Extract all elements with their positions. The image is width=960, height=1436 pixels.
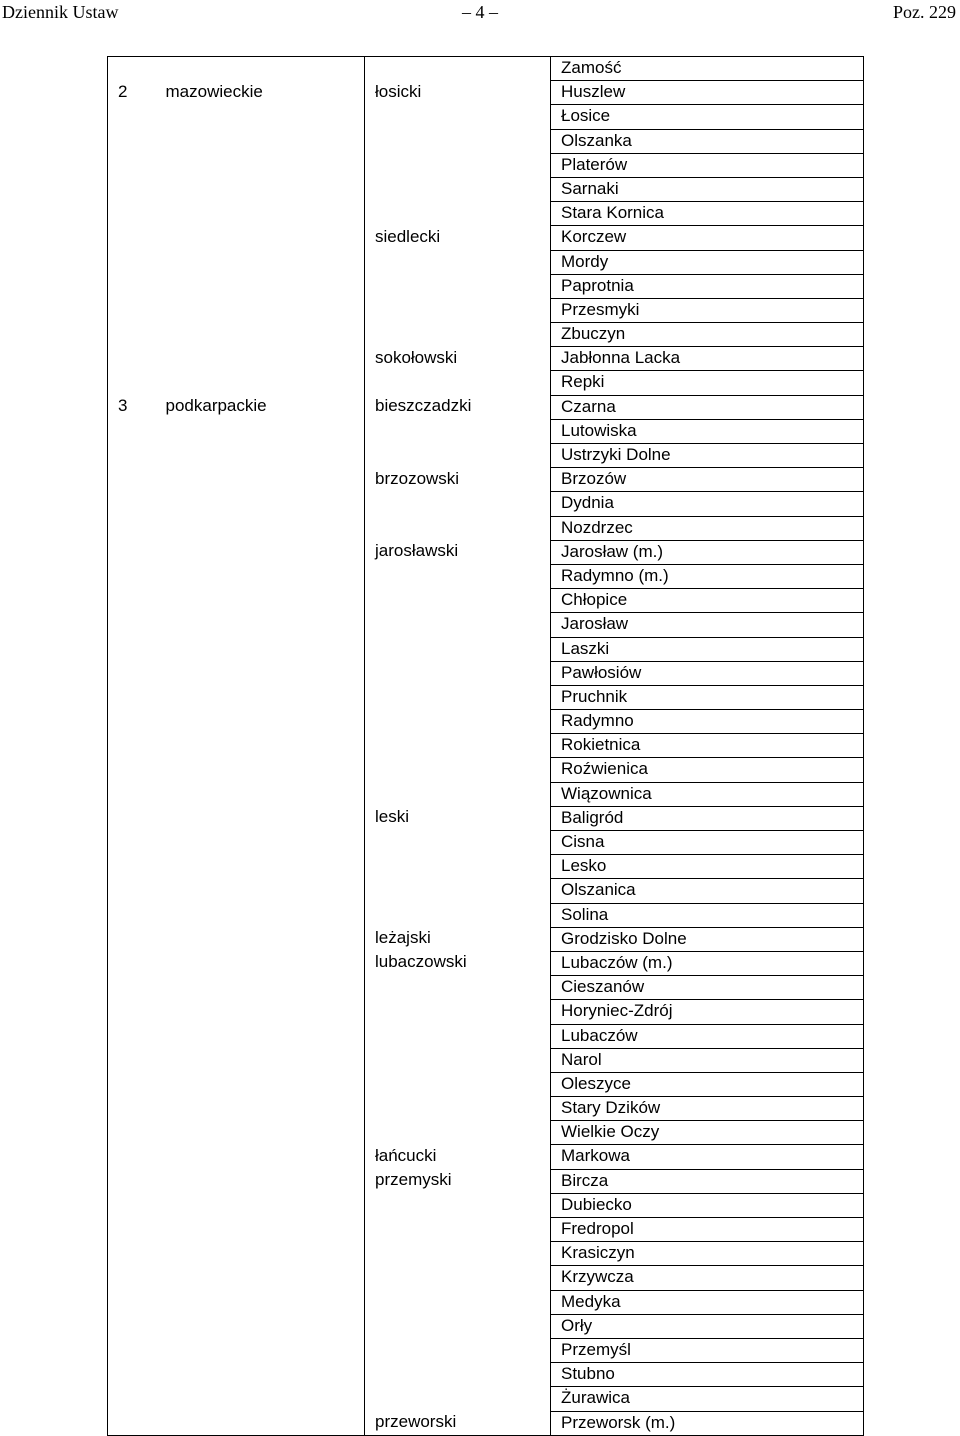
voivodeship-cell xyxy=(156,347,365,371)
gmina-cell: Cieszanów xyxy=(551,976,864,1000)
table-row xyxy=(108,1072,864,1096)
row-number-cell xyxy=(108,226,156,250)
powiat-cell xyxy=(365,976,551,1000)
powiat-cell xyxy=(365,57,551,81)
row-number-cell xyxy=(108,782,156,806)
table-row xyxy=(108,177,864,201)
powiat-cell xyxy=(365,879,551,903)
powiat-cell: lubaczowski xyxy=(365,951,551,975)
gmina-cell: Jarosław xyxy=(551,613,864,637)
voivodeship-cell xyxy=(156,1072,365,1096)
row-number-cell xyxy=(108,1193,156,1217)
powiat-cell xyxy=(365,710,551,734)
row-number-cell xyxy=(108,1121,156,1145)
table-row xyxy=(108,1266,864,1290)
voivodeship-cell xyxy=(156,685,365,709)
table-row xyxy=(108,1145,864,1169)
gmina-cell: Jarosław (m.) xyxy=(551,540,864,564)
gmina-cell: Jabłonna Lacka xyxy=(551,347,864,371)
table-row xyxy=(108,81,864,105)
powiat-cell xyxy=(365,685,551,709)
voivodeship-cell xyxy=(156,105,365,129)
gmina-cell: Repki xyxy=(551,371,864,395)
powiat-cell xyxy=(365,1072,551,1096)
powiat-cell: bieszczadzki xyxy=(365,395,551,419)
table-row xyxy=(108,855,864,879)
gmina-cell: Orły xyxy=(551,1314,864,1338)
voivodeship-cell xyxy=(156,951,365,975)
powiat-cell xyxy=(365,492,551,516)
gmina-cell: Platerów xyxy=(551,153,864,177)
voivodeship-cell xyxy=(156,1266,365,1290)
powiat-cell xyxy=(365,564,551,588)
table-row xyxy=(108,1290,864,1314)
gmina-cell: Nozdrzec xyxy=(551,516,864,540)
row-number-cell xyxy=(108,1000,156,1024)
voivodeship-cell xyxy=(156,1193,365,1217)
row-number-cell: 3 xyxy=(108,395,156,419)
powiat-cell: łosicki xyxy=(365,81,551,105)
table-row xyxy=(108,250,864,274)
row-number-cell xyxy=(108,129,156,153)
table-row xyxy=(108,516,864,540)
powiat-cell xyxy=(365,1121,551,1145)
page-number: – 4 – xyxy=(462,2,498,22)
row-number-cell xyxy=(108,806,156,830)
row-number-cell xyxy=(108,1314,156,1338)
row-number-cell xyxy=(108,516,156,540)
gmina-cell: Łosice xyxy=(551,105,864,129)
gmina-cell: Oleszyce xyxy=(551,1072,864,1096)
gmina-cell: Przemyśl xyxy=(551,1338,864,1362)
powiat-cell xyxy=(365,1048,551,1072)
powiat-cell xyxy=(365,1338,551,1362)
powiat-cell: leżajski xyxy=(365,927,551,951)
row-number-cell xyxy=(108,927,156,951)
powiat-cell xyxy=(365,153,551,177)
row-number-cell xyxy=(108,734,156,758)
powiat-cell: przeworski xyxy=(365,1411,551,1435)
row-number-cell xyxy=(108,637,156,661)
voivodeship-cell xyxy=(156,976,365,1000)
table-row xyxy=(108,734,864,758)
gmina-cell: Laszki xyxy=(551,637,864,661)
gmina-cell: Stary Dzików xyxy=(551,1097,864,1121)
row-number-cell xyxy=(108,1290,156,1314)
powiat-cell xyxy=(365,831,551,855)
voivodeship-cell xyxy=(156,1000,365,1024)
voivodeship-cell xyxy=(156,298,365,322)
powiat-cell xyxy=(365,1000,551,1024)
gmina-cell: Przesmyki xyxy=(551,298,864,322)
row-number-cell xyxy=(108,1048,156,1072)
table-row xyxy=(108,323,864,347)
table-row xyxy=(108,1338,864,1362)
table-row xyxy=(108,540,864,564)
row-number-cell xyxy=(108,1387,156,1411)
row-number-cell xyxy=(108,1072,156,1096)
gmina-cell: Pawłosiów xyxy=(551,661,864,685)
powiat-cell xyxy=(365,1314,551,1338)
powiat-cell: łańcucki xyxy=(365,1145,551,1169)
table-row xyxy=(108,1363,864,1387)
table-row xyxy=(108,226,864,250)
row-number-cell xyxy=(108,976,156,1000)
gmina-cell: Krasiczyn xyxy=(551,1242,864,1266)
row-number-cell xyxy=(108,951,156,975)
row-number-cell xyxy=(108,879,156,903)
row-number-cell xyxy=(108,1218,156,1242)
powiat-cell xyxy=(365,1363,551,1387)
voivodeship-cell xyxy=(156,540,365,564)
row-number-cell xyxy=(108,177,156,201)
powiat-cell xyxy=(365,1097,551,1121)
table-row xyxy=(108,1169,864,1193)
row-number-cell xyxy=(108,1169,156,1193)
voivodeship-cell xyxy=(156,1145,365,1169)
gmina-cell: Narol xyxy=(551,1048,864,1072)
voivodeship-cell xyxy=(156,57,365,81)
row-number-cell xyxy=(108,419,156,443)
voivodeship-cell xyxy=(156,758,365,782)
table-row xyxy=(108,927,864,951)
gmina-cell: Wiązownica xyxy=(551,782,864,806)
table-row xyxy=(108,1024,864,1048)
voivodeship-cell xyxy=(156,589,365,613)
row-number-cell xyxy=(108,1097,156,1121)
gmina-cell: Stubno xyxy=(551,1363,864,1387)
gmina-cell: Radymno xyxy=(551,710,864,734)
row-number-cell xyxy=(108,903,156,927)
voivodeship-cell xyxy=(156,637,365,661)
table-row xyxy=(108,1387,864,1411)
row-number-cell xyxy=(108,105,156,129)
table-row xyxy=(108,129,864,153)
voivodeship-cell xyxy=(156,564,365,588)
table-row xyxy=(108,274,864,298)
row-number-cell xyxy=(108,153,156,177)
gmina-cell: Dydnia xyxy=(551,492,864,516)
voivodeship-cell: mazowieckie xyxy=(156,81,365,105)
voivodeship-cell xyxy=(156,1024,365,1048)
row-number-cell xyxy=(108,250,156,274)
row-number-cell xyxy=(108,564,156,588)
table-row xyxy=(108,492,864,516)
voivodeship-cell xyxy=(156,661,365,685)
table-row xyxy=(108,419,864,443)
municipality-table xyxy=(107,56,864,1436)
powiat-cell: jarosławski xyxy=(365,540,551,564)
voivodeship-cell xyxy=(156,1363,365,1387)
powiat-cell xyxy=(365,758,551,782)
voivodeship-cell xyxy=(156,323,365,347)
powiat-cell xyxy=(365,105,551,129)
powiat-cell: brzozowski xyxy=(365,468,551,492)
table-row xyxy=(108,951,864,975)
powiat-cell xyxy=(365,782,551,806)
powiat-cell xyxy=(365,274,551,298)
table-row xyxy=(108,202,864,226)
table-row xyxy=(108,976,864,1000)
gmina-cell: Zbuczyn xyxy=(551,323,864,347)
voivodeship-cell xyxy=(156,1314,365,1338)
voivodeship-cell xyxy=(156,226,365,250)
gmina-cell: Roźwienica xyxy=(551,758,864,782)
voivodeship-cell xyxy=(156,806,365,830)
row-number-cell xyxy=(108,855,156,879)
table-row xyxy=(108,468,864,492)
row-number-cell xyxy=(108,1363,156,1387)
voivodeship-cell xyxy=(156,855,365,879)
voivodeship-cell xyxy=(156,1290,365,1314)
powiat-cell xyxy=(365,516,551,540)
powiat-cell xyxy=(365,177,551,201)
gmina-cell: Lubaczów (m.) xyxy=(551,951,864,975)
voivodeship-cell xyxy=(156,371,365,395)
gmina-cell: Paprotnia xyxy=(551,274,864,298)
table-row xyxy=(108,1097,864,1121)
gmina-cell: Ustrzyki Dolne xyxy=(551,444,864,468)
powiat-cell xyxy=(365,613,551,637)
table-row xyxy=(108,444,864,468)
voivodeship-cell xyxy=(156,879,365,903)
voivodeship-cell xyxy=(156,492,365,516)
gmina-cell: Brzozów xyxy=(551,468,864,492)
gmina-cell: Solina xyxy=(551,903,864,927)
voivodeship-cell xyxy=(156,129,365,153)
powiat-cell xyxy=(365,371,551,395)
table-row xyxy=(108,1218,864,1242)
voivodeship-cell xyxy=(156,444,365,468)
table-row xyxy=(108,347,864,371)
row-number-cell xyxy=(108,298,156,322)
table-row xyxy=(108,57,864,81)
row-number-cell xyxy=(108,1338,156,1362)
gmina-cell: Olszanica xyxy=(551,879,864,903)
table-row xyxy=(108,1048,864,1072)
voivodeship-cell xyxy=(156,710,365,734)
powiat-cell xyxy=(365,637,551,661)
gmina-cell: Radymno (m.) xyxy=(551,564,864,588)
gmina-cell: Zamość xyxy=(551,57,864,81)
table-row xyxy=(108,782,864,806)
voivodeship-cell xyxy=(156,1218,365,1242)
gmina-cell: Przeworsk (m.) xyxy=(551,1411,864,1435)
table-row xyxy=(108,806,864,830)
row-number-cell xyxy=(108,758,156,782)
gmina-cell: Krzywcza xyxy=(551,1266,864,1290)
powiat-cell xyxy=(365,129,551,153)
row-number-cell xyxy=(108,1024,156,1048)
gmina-cell: Wielkie Oczy xyxy=(551,1121,864,1145)
voivodeship-cell xyxy=(156,903,365,927)
row-number-cell xyxy=(108,492,156,516)
table-row xyxy=(108,637,864,661)
table-row xyxy=(108,1411,864,1435)
row-number-cell xyxy=(108,468,156,492)
table-row xyxy=(108,903,864,927)
row-number-cell xyxy=(108,202,156,226)
voivodeship-cell xyxy=(156,613,365,637)
table-row xyxy=(108,395,864,419)
row-number-cell xyxy=(108,274,156,298)
table-row xyxy=(108,1242,864,1266)
table-row xyxy=(108,589,864,613)
gmina-cell: Stara Kornica xyxy=(551,202,864,226)
powiat-cell xyxy=(365,1193,551,1217)
powiat-cell: siedlecki xyxy=(365,226,551,250)
voivodeship-cell: podkarpackie xyxy=(156,395,365,419)
gmina-cell: Chłopice xyxy=(551,589,864,613)
gmina-cell: Czarna xyxy=(551,395,864,419)
page-header xyxy=(0,0,960,26)
table-row xyxy=(108,298,864,322)
gmina-cell: Pruchnik xyxy=(551,685,864,709)
gmina-cell: Rokietnica xyxy=(551,734,864,758)
powiat-cell xyxy=(365,250,551,274)
row-number-cell xyxy=(108,589,156,613)
gmina-cell: Horyniec-Zdrój xyxy=(551,1000,864,1024)
powiat-cell xyxy=(365,444,551,468)
powiat-cell xyxy=(365,323,551,347)
gmina-cell: Cisna xyxy=(551,831,864,855)
row-number-cell xyxy=(108,710,156,734)
row-number-cell xyxy=(108,831,156,855)
powiat-cell xyxy=(365,1242,551,1266)
powiat-cell: przemyski xyxy=(365,1169,551,1193)
voivodeship-cell xyxy=(156,274,365,298)
gmina-cell: Dubiecko xyxy=(551,1193,864,1217)
voivodeship-cell xyxy=(156,1387,365,1411)
row-number-cell xyxy=(108,347,156,371)
powiat-cell xyxy=(365,734,551,758)
gmina-cell: Korczew xyxy=(551,226,864,250)
table-row xyxy=(108,831,864,855)
powiat-cell xyxy=(365,903,551,927)
row-number-cell xyxy=(108,371,156,395)
gmina-cell: Lutowiska xyxy=(551,419,864,443)
gmina-cell: Fredropol xyxy=(551,1218,864,1242)
powiat-cell: sokołowski xyxy=(365,347,551,371)
voivodeship-cell xyxy=(156,177,365,201)
row-number-cell: 2 xyxy=(108,81,156,105)
voivodeship-cell xyxy=(156,782,365,806)
voivodeship-cell xyxy=(156,153,365,177)
table-row xyxy=(108,613,864,637)
voivodeship-cell xyxy=(156,734,365,758)
powiat-cell xyxy=(365,202,551,226)
row-number-cell xyxy=(108,661,156,685)
powiat-cell xyxy=(365,1218,551,1242)
table-row xyxy=(108,153,864,177)
table-row xyxy=(108,1000,864,1024)
gmina-cell: Bircza xyxy=(551,1169,864,1193)
row-number-cell xyxy=(108,323,156,347)
gmina-cell: Żurawica xyxy=(551,1387,864,1411)
voivodeship-cell xyxy=(156,831,365,855)
row-number-cell xyxy=(108,613,156,637)
voivodeship-cell xyxy=(156,1242,365,1266)
gmina-cell: Lesko xyxy=(551,855,864,879)
powiat-cell xyxy=(365,1024,551,1048)
position-number: Poz. 229 xyxy=(893,2,956,22)
voivodeship-cell xyxy=(156,927,365,951)
gmina-cell: Mordy xyxy=(551,250,864,274)
powiat-cell xyxy=(365,855,551,879)
powiat-cell xyxy=(365,419,551,443)
table-row xyxy=(108,1193,864,1217)
row-number-cell xyxy=(108,540,156,564)
row-number-cell xyxy=(108,1145,156,1169)
powiat-cell xyxy=(365,661,551,685)
row-number-cell xyxy=(108,685,156,709)
voivodeship-cell xyxy=(156,1169,365,1193)
table-row xyxy=(108,685,864,709)
gmina-cell: Grodzisko Dolne xyxy=(551,927,864,951)
row-number-cell xyxy=(108,57,156,81)
table-row xyxy=(108,710,864,734)
table-row xyxy=(108,564,864,588)
powiat-cell xyxy=(365,1266,551,1290)
table-row xyxy=(108,1314,864,1338)
voivodeship-cell xyxy=(156,419,365,443)
voivodeship-cell xyxy=(156,1411,365,1435)
powiat-cell xyxy=(365,298,551,322)
voivodeship-cell xyxy=(156,202,365,226)
powiat-cell xyxy=(365,1387,551,1411)
gmina-cell: Olszanka xyxy=(551,129,864,153)
table-body xyxy=(108,57,864,1436)
table-row xyxy=(108,105,864,129)
voivodeship-cell xyxy=(156,516,365,540)
voivodeship-cell xyxy=(156,250,365,274)
powiat-cell: leski xyxy=(365,806,551,830)
gmina-cell: Markowa xyxy=(551,1145,864,1169)
gmina-cell: Baligród xyxy=(551,806,864,830)
voivodeship-cell xyxy=(156,1048,365,1072)
gmina-cell: Huszlew xyxy=(551,81,864,105)
voivodeship-cell xyxy=(156,1338,365,1362)
gmina-cell: Lubaczów xyxy=(551,1024,864,1048)
powiat-cell xyxy=(365,1290,551,1314)
table-row xyxy=(108,879,864,903)
table-row xyxy=(108,758,864,782)
gmina-cell: Medyka xyxy=(551,1290,864,1314)
row-number-cell xyxy=(108,1411,156,1435)
table-row xyxy=(108,661,864,685)
row-number-cell xyxy=(108,1242,156,1266)
row-number-cell xyxy=(108,1266,156,1290)
table-row xyxy=(108,1121,864,1145)
powiat-cell xyxy=(365,589,551,613)
row-number-cell xyxy=(108,444,156,468)
table-row xyxy=(108,371,864,395)
journal-title: Dziennik Ustaw xyxy=(2,2,119,22)
voivodeship-cell xyxy=(156,1097,365,1121)
gmina-cell: Sarnaki xyxy=(551,177,864,201)
voivodeship-cell xyxy=(156,468,365,492)
voivodeship-cell xyxy=(156,1121,365,1145)
